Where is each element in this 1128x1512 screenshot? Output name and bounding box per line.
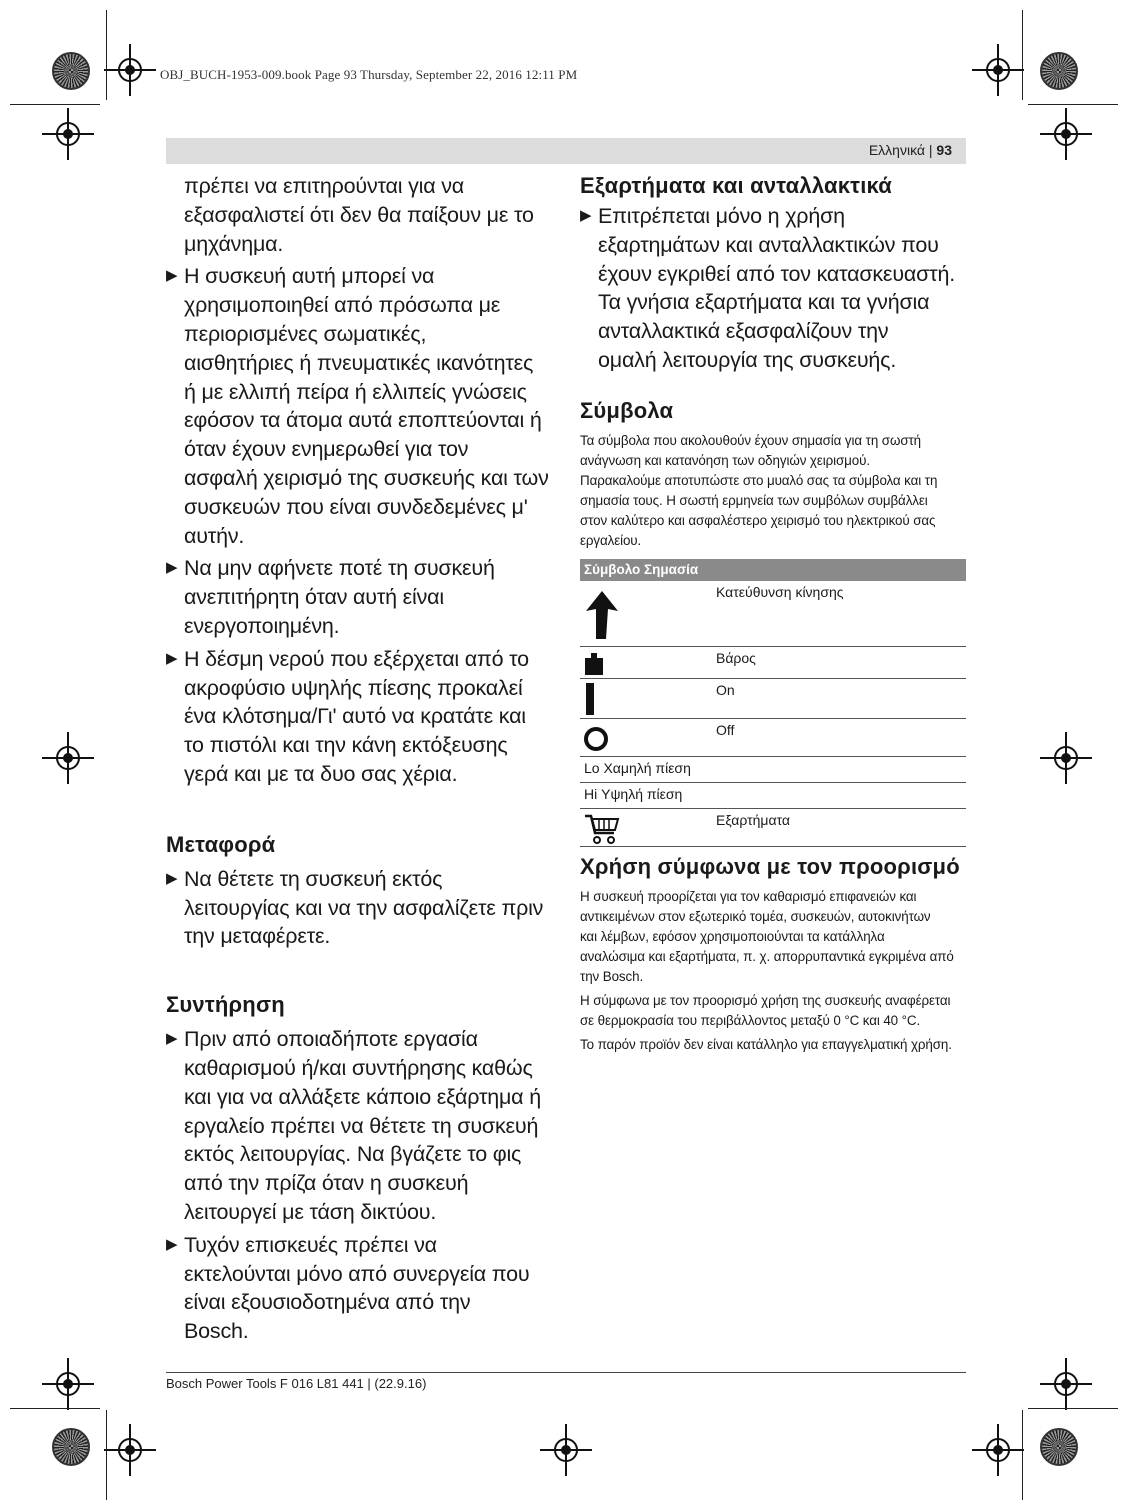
- text-line: μηχάνημα.: [184, 231, 284, 256]
- crosshair-icon: [1054, 122, 1078, 146]
- bullet-item: [166, 645, 556, 789]
- table-row: [580, 719, 966, 757]
- text-line: ανεπιτήρητη όταν αυτή είναι: [184, 585, 444, 610]
- text-line: ασφαλή χειρισμό της συσκευής και των: [184, 465, 549, 490]
- text-line: λειτουργεί με τάση δικτύου.: [184, 1199, 437, 1224]
- text-line: το πιστόλι και την κάνη εκτόξευσης: [184, 733, 508, 758]
- crop-mark: [106, 10, 107, 100]
- registration-rosette-icon: [52, 1428, 90, 1466]
- text-line: εξαρτημάτων και ανταλλακτικών που: [598, 232, 939, 257]
- text-line: καθαρισμού ή/και συντήρησης καθώς: [184, 1055, 533, 1080]
- text-line: και λέμβων, εφόσον χρησιμοποιούνται τα κατάλληλα: [580, 928, 885, 944]
- text-line: την Bosch.: [580, 968, 644, 984]
- text-line: εργαλείο πρέπει να θέτετε τη συσκευή: [184, 1113, 539, 1138]
- symbols-intro: [580, 431, 968, 551]
- table-row: [580, 757, 966, 783]
- text-line: σε θερμοκρασία του περιβάλλοντος μεταξύ 0 °C και 40 °C.: [580, 1012, 921, 1028]
- intended-use-paragraph: [580, 991, 968, 1031]
- footer-rule: [166, 1372, 966, 1373]
- page-number: 93: [936, 142, 952, 158]
- crosshair-icon: [1054, 746, 1078, 770]
- text-line: ανάγνωση και κατανόηση των οδηγιών χειρισμού.: [580, 452, 870, 468]
- table-row: [580, 783, 966, 809]
- text-line: αισθητήριες ή πνευματικές ικανότητες: [184, 350, 534, 375]
- section-title-intended-use: Χρήση σύμφωνα με τον προορισμό: [580, 853, 960, 879]
- text-line: από την πρίζα όταν η συσκευή: [184, 1171, 469, 1196]
- text-line: ή με ελλιπή πείρα ή ελλιπείς γνώσεις: [184, 379, 527, 404]
- text-line: ανταλλακτικά εξασφαλίζουν την: [598, 319, 889, 344]
- text-line: συσκευών που είναι συνδεδεμένες μ': [184, 494, 528, 519]
- table-row: [580, 679, 966, 719]
- crosshair-icon: [118, 58, 142, 82]
- crop-mark: [106, 1410, 107, 1500]
- symbol-meaning: Hi Υψηλή πίεση: [584, 785, 683, 802]
- off-symbol-icon: [584, 727, 608, 751]
- table-row: [580, 809, 966, 847]
- bullet-arrow-icon: ▶: [166, 1030, 178, 1048]
- bullet-arrow-icon: ▶: [166, 1235, 178, 1253]
- crosshair-icon: [56, 1372, 80, 1396]
- text-line: εφόσον τα άτομα αυτά εποπτεύονται ή: [184, 408, 542, 433]
- text-line: και για να αλλάξετε κάποιο εξάρτημα ή: [184, 1084, 541, 1109]
- text-line: την μεταφέρετε.: [184, 924, 331, 949]
- text-line: αντικειμένων στον εξωτερικό τομέα, συσκευών, αυτοκινήτων: [580, 908, 931, 924]
- text-line: περιορισμένες σωματικές,: [184, 321, 427, 346]
- page-header: [166, 138, 966, 164]
- text-line: ομαλή λειτουργία της συσκευής.: [598, 347, 897, 372]
- footer-text: Bosch Power Tools F 016 L81 441 | (22.9.16): [166, 1376, 427, 1391]
- text-line: αναλώσιμα και εξαρτήματα, π. χ. απορρυπαντικά εγκριμένα από: [580, 948, 954, 964]
- crop-mark: [1022, 1410, 1023, 1500]
- text-line: Παρακαλούμε αποτυπώστε στο μυαλό σας τα σύμβολα και τη: [580, 472, 938, 488]
- crop-mark: [1028, 104, 1118, 105]
- text-line: Να μην αφήνετε ποτέ τη συσκευή: [184, 556, 495, 581]
- right-column: [580, 172, 968, 1055]
- crop-mark: [1022, 10, 1023, 100]
- crosshair-icon: [1054, 1372, 1078, 1396]
- text-line: Η σύμφωνα με τον προορισμό χρήση της συσκευής αναφέρεται: [580, 992, 951, 1008]
- text-line: εκτός λειτουργίας. Να βγάζετε το φις: [184, 1142, 522, 1167]
- intended-use-paragraph: Το παρόν προϊόν δεν είναι κατάλληλο για επαγγελματική χρήση.: [580, 1036, 952, 1052]
- registration-rosette-icon: [52, 52, 90, 90]
- crop-mark: [10, 1408, 100, 1409]
- bullet-item: [166, 262, 556, 550]
- text-line: εκτελούνται μόνο από συνεργεία που: [184, 1261, 530, 1286]
- on-symbol-icon: [586, 683, 594, 715]
- header-label: Ελληνικά | 93: [868, 142, 952, 158]
- bullet-item: [166, 554, 556, 640]
- left-column: [166, 172, 556, 1346]
- text-line: Η συσκευή προορίζεται για τον καθαρισμό επιφανειών και: [580, 888, 917, 904]
- symbol-meaning: Lo Χαμηλή πίεση: [584, 759, 691, 776]
- bullet-item: [166, 1025, 556, 1227]
- section-title-maintenance: Συντήρηση: [166, 992, 285, 1018]
- text-line: εξασφαλιστεί ότι δεν θα παίξουν με το: [184, 202, 534, 227]
- bullet-item: [166, 1231, 556, 1346]
- text-line: Η δέσμη νερού που εξέρχεται από το: [184, 646, 529, 671]
- text-line: ενεργοποιημένη.: [184, 613, 340, 638]
- bullet-arrow-icon: ▶: [166, 559, 178, 577]
- table-row: [580, 647, 966, 679]
- text-line: έχουν εγκριθεί από τον κατασκευαστή.: [598, 261, 955, 286]
- text-line: στον καλύτερο και ασφαλέστερο χειρισμό του ηλεκτρικού σας: [580, 512, 936, 528]
- symbol-meaning: Off: [716, 721, 735, 738]
- crop-mark: [1028, 1408, 1118, 1409]
- registration-rosette-icon: [1040, 52, 1078, 90]
- text-line: γερά και με τα δυο σας χέρια.: [184, 761, 458, 786]
- section-title-accessories: Εξαρτήματα και ανταλλακτικά: [580, 173, 892, 198]
- crosshair-icon: [56, 122, 80, 146]
- text-line: Τα σύμβολα που ακολουθούν έχουν σημασία για τη σωστή: [580, 432, 922, 448]
- shopping-cart-icon: [584, 813, 620, 848]
- section-title-symbols: Σύμβολα: [580, 397, 674, 423]
- table-row: [580, 581, 966, 647]
- text-line: όταν έχουν ενημερωθεί για τον: [184, 437, 469, 462]
- bullet-arrow-icon: ▶: [166, 869, 178, 887]
- text-line: ακροφύσιο υψηλής πίεσης προκαλεί: [184, 675, 523, 700]
- text-line: Bosch.: [184, 1319, 249, 1344]
- crosshair-icon: [118, 1438, 142, 1462]
- symbol-meaning: Κατεύθυνση κίνησης: [716, 583, 844, 600]
- symbol-meaning: On: [716, 681, 735, 698]
- intro-paragraph: [166, 172, 556, 258]
- symbol-meaning: Βάρος: [716, 649, 756, 666]
- text-line: ένα κλότσημα/Γι' αυτό να κρατάτε και: [184, 704, 526, 729]
- crosshair-icon: [56, 746, 80, 770]
- intended-use-paragraph: [580, 887, 968, 987]
- bullet-item: [166, 865, 556, 951]
- crosshair-icon: [986, 58, 1010, 82]
- text-line: χρησιμοποιηθεί από πρόσωπα με: [184, 293, 501, 318]
- table-header: Σύμβολο Σημασία: [580, 559, 966, 581]
- text-line: πρέπει να επιτηρούνται για να: [184, 174, 464, 198]
- text-line: Πριν από οποιαδήποτε εργασία: [184, 1027, 478, 1052]
- text-line: εργαλείου.: [580, 532, 642, 548]
- bullet-arrow-icon: ▶: [166, 649, 178, 667]
- section-title-transport: Μεταφορά: [166, 831, 276, 857]
- text-line: Να θέτετε τη συσκευή εκτός: [184, 866, 443, 891]
- bullet-arrow-icon: ▶: [580, 207, 592, 224]
- symbol-meaning: Εξαρτήματα: [716, 811, 790, 828]
- text-line: Επιτρέπεται μόνο η χρήση: [598, 204, 845, 228]
- header-language: Ελληνικά: [868, 142, 925, 158]
- crosshair-icon: [554, 1438, 578, 1462]
- symbols-table: [580, 559, 966, 847]
- text-line: Τυχόν επισκευές πρέπει να: [184, 1232, 437, 1257]
- weight-icon: [584, 653, 604, 678]
- text-line: Τα γνήσια εξαρτήματα και τα γνήσια: [598, 290, 930, 315]
- text-line: αυτήν.: [184, 523, 245, 548]
- registration-rosette-icon: [1040, 1428, 1078, 1466]
- text-line: λειτουργίας και να την ασφαλίζετε πριν: [184, 895, 544, 920]
- bullet-arrow-icon: ▶: [166, 267, 178, 285]
- print-info: OBJ_BUCH-1953-009.book Page 93 Thursday, September 22, 2016 12:11 PM: [160, 67, 578, 82]
- crop-mark: [10, 104, 100, 105]
- crosshair-icon: [986, 1438, 1010, 1462]
- direction-arrow-icon: [584, 589, 620, 644]
- text-line: σημασία τους. Η σωστή ερμηνεία των συμβόλων συμβάλλει: [580, 492, 928, 508]
- bullet-item: [580, 202, 968, 375]
- text-line: είναι εξουσιοδοτημένα από την: [184, 1290, 471, 1315]
- text-line: Η συσκευή αυτή μπορεί να: [184, 264, 435, 289]
